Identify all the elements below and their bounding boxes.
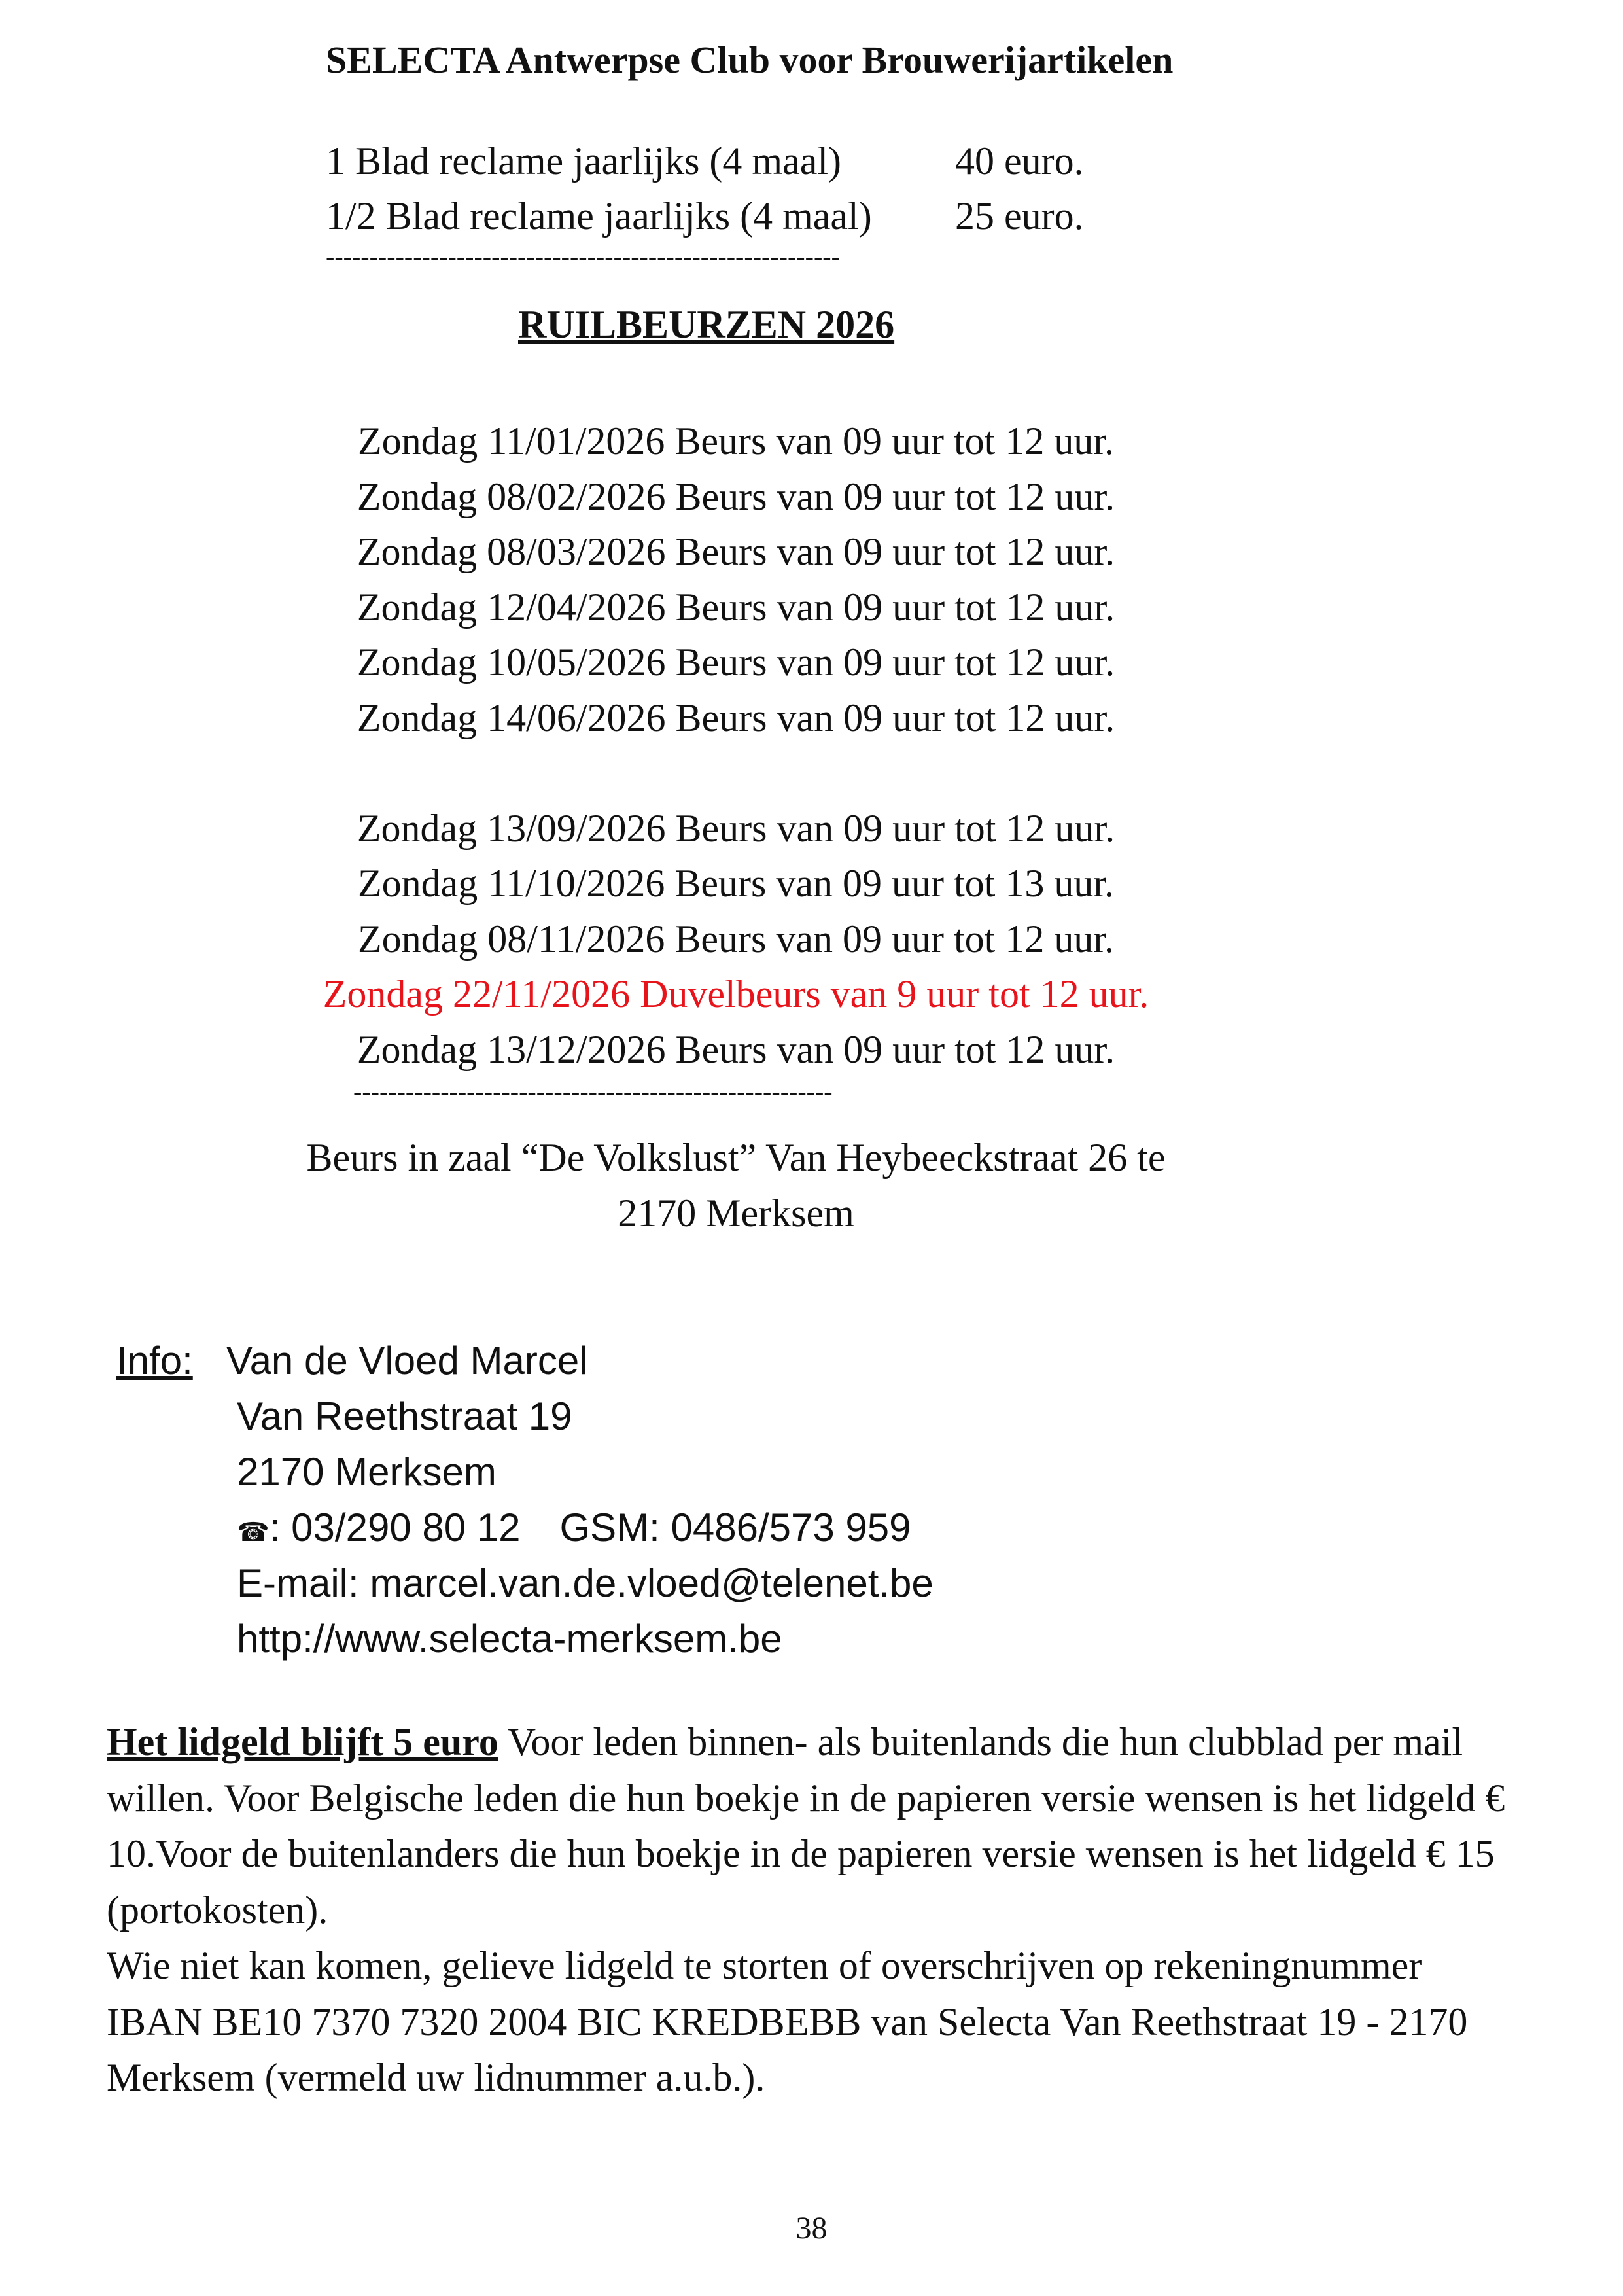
ad-label: 1/2 Blad reclame jaarlijks (4 maal) <box>326 194 872 238</box>
contact-city: 2170 Merksem <box>237 1450 497 1494</box>
fair-date-item: Zondag 11/01/2026 Beurs van 09 uur tot 12 uur. <box>358 419 1114 463</box>
section-title-ruilbeurzen: RUILBEURZEN 2026 <box>518 303 895 346</box>
fair-date-item: Zondag 08/11/2026 Beurs van 09 uur tot 12 uur. <box>358 917 1114 961</box>
membership-paragraph <box>107 1714 1507 2106</box>
separator-bottom: ------------------------------------------------------- <box>353 1077 833 1106</box>
venue-line-1: Beurs in zaal “De Volkslust” Van Heybeeckstraat 26 te <box>306 1136 1166 1179</box>
ad-price: 25 euro. <box>955 194 1084 238</box>
venue-line-2: 2170 Merksem <box>618 1192 854 1235</box>
membership-headline: Het lidgeld blijft 5 euro <box>107 1720 498 1763</box>
fair-date-item: Zondag 14/06/2026 Beurs van 09 uur tot 12 uur. <box>357 696 1115 739</box>
contact-email[interactable]: E-mail: marcel.van.de.vloed@telenet.be <box>237 1561 934 1605</box>
contact-name: Van de Vloed Marcel <box>226 1339 588 1383</box>
contact-phone-line <box>237 1505 911 1550</box>
fair-date-item: Zondag 13/09/2026 Beurs van 09 uur tot 12 uur. <box>357 806 1115 850</box>
ad-price: 40 euro. <box>955 139 1084 183</box>
contact-website[interactable]: http://www.selecta-merksem.be <box>237 1617 782 1661</box>
fair-date-item: Zondag 08/02/2026 Beurs van 09 uur tot 12 uur. <box>357 474 1115 518</box>
contact-street: Van Reethstraat 19 <box>237 1394 572 1438</box>
telephone-icon: ☎ <box>237 1518 270 1547</box>
fair-date-item: Zondag 11/10/2026 Beurs van 09 uur tot 13 uur. <box>358 862 1114 905</box>
ad-row-full-page <box>326 139 1084 184</box>
spacer <box>0 745 1472 801</box>
fair-date-item: Zondag 12/04/2026 Beurs van 09 uur tot 12 uur. <box>357 585 1115 629</box>
ad-label: 1 Blad reclame jaarlijks (4 maal) <box>326 139 841 183</box>
fair-dates-list <box>0 414 1472 1077</box>
page-number: 38 <box>795 2211 828 2246</box>
info-label-text: Info: <box>116 1339 193 1383</box>
fair-date-item: Zondag 13/12/2026 Beurs van 09 uur tot 12 uur. <box>357 1027 1115 1071</box>
fair-date-item-duvelbeurs: Zondag 22/11/2026 Duvelbeurs van 9 uur tot 12 uur. <box>323 972 1149 1016</box>
fair-date-item: Zondag 10/05/2026 Beurs van 09 uur tot 12 uur. <box>357 641 1115 684</box>
contact-gsm: GSM: 0486/573 959 <box>559 1506 911 1549</box>
membership-text-2: Wie niet kan komen, gelieve lidgeld te storten of overschrijven op rekeningnummer IBAN BE10 7370 7320 2004 BIC KREDBEBB van Selecta Van Reethstraat 19 - 2170 Merksem (vermeld uw lidnummer a.u.b.). <box>107 1944 1468 2099</box>
fair-date-item: Zondag 08/03/2026 Beurs van 09 uur tot 12 uur. <box>357 530 1115 573</box>
separator-top: ----------------------------------------------------------- <box>326 241 840 271</box>
contact-phone: : 03/290 80 12 <box>269 1506 521 1549</box>
club-title: SELECTA Antwerpse Club voor Brouwerijartikelen <box>326 39 1174 81</box>
info-label <box>116 1338 193 1383</box>
ad-row-half-page <box>326 194 1084 239</box>
membership-text-1: Voor leden binnen- als buitenlands die hun clubblad per mail willen. Voor Belgische leden die hun boekje in de papieren versie wensen is het lidgeld € 10.Voor de buitenlanders die hun boekje in de papieren versie wensen is het lidgeld € 15 (portokosten). <box>107 1720 1505 1932</box>
